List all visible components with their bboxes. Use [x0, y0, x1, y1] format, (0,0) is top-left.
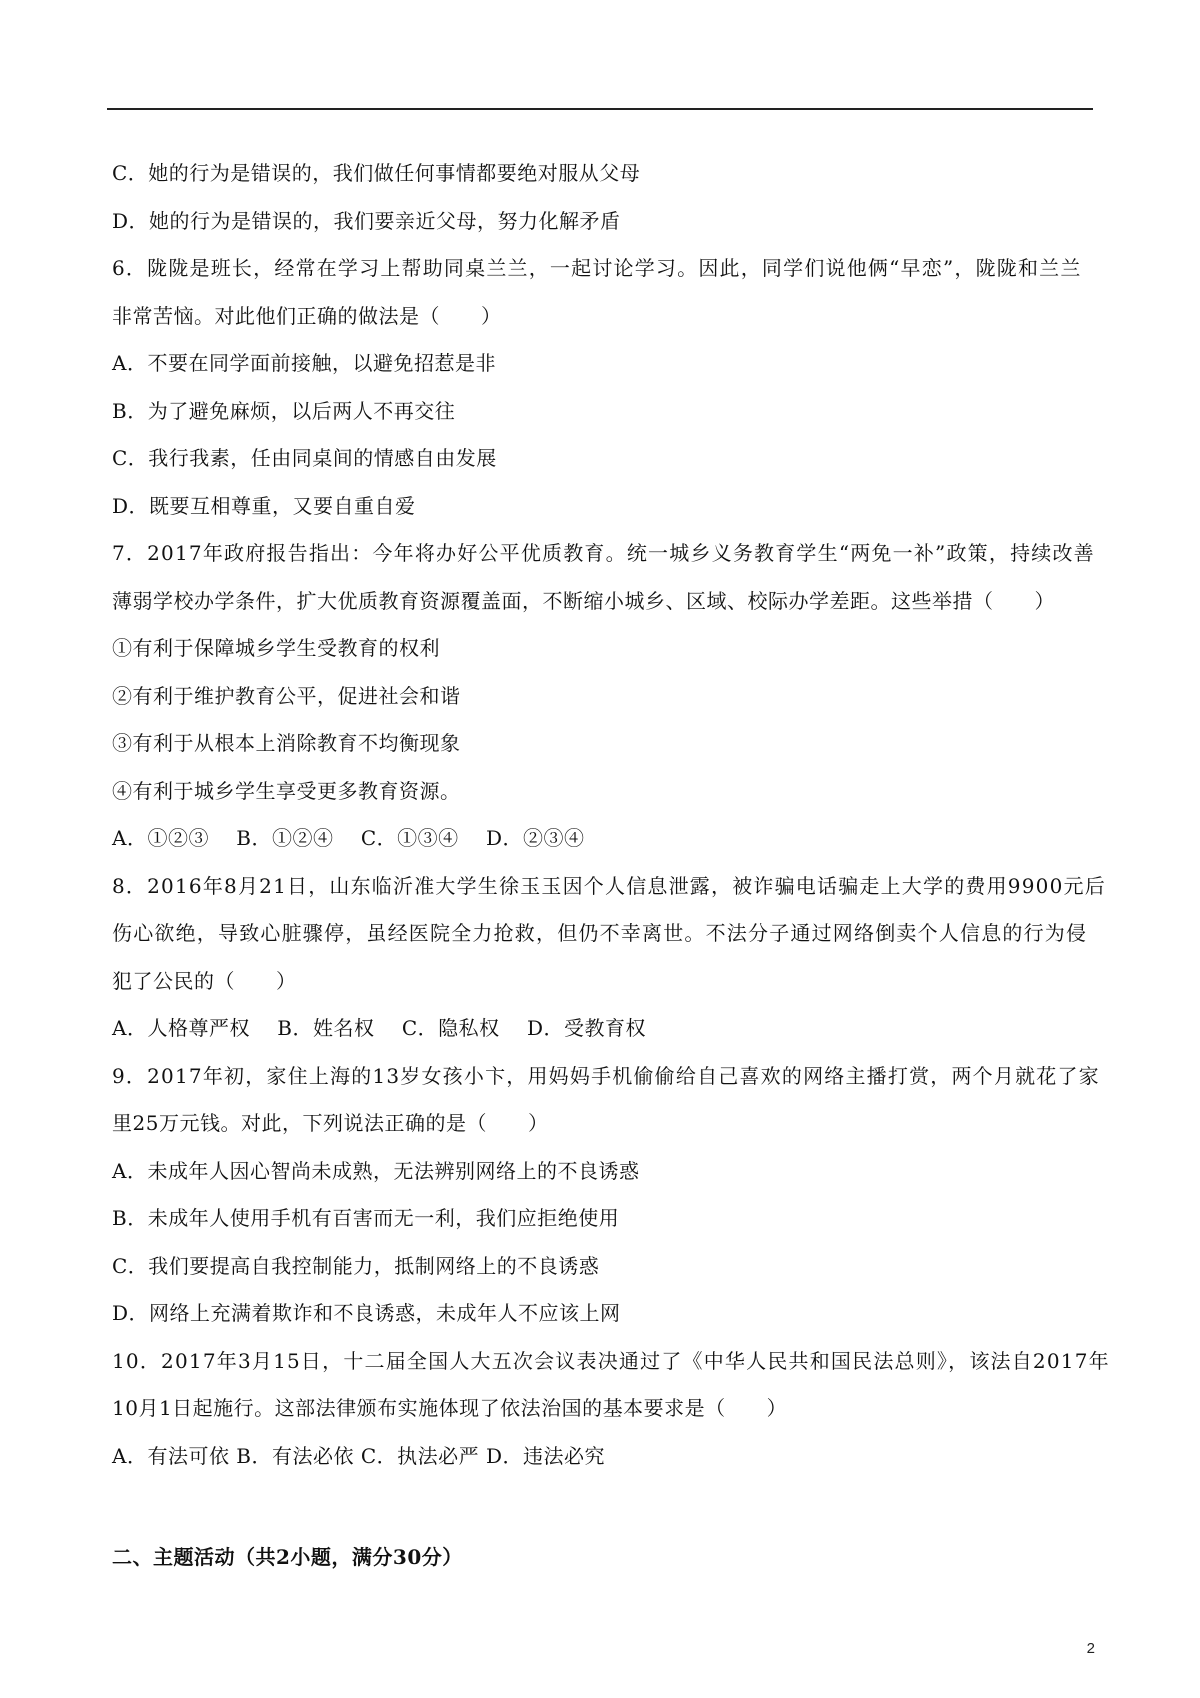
statement-7-4: ④有利于城乡学生享受更多教育资源。: [112, 778, 461, 803]
option-6c: C．我行我素，任由同桌间的情感自由发展: [112, 446, 497, 470]
question-9-stem-line-2: 里25万元钱。对此，下列说法正确的是（ ）: [112, 1111, 549, 1135]
option-6d: D．既要互相尊重，又要自重自爱: [112, 493, 416, 518]
option-5c: C．她的行为是错误的，我们做任何事情都要绝对服从父母: [112, 161, 641, 185]
options-7: A．①②③ B．①②④ C．①③④ D．②③④: [112, 826, 585, 850]
statement-7-3: ③有利于从根本上消除教育不均衡现象: [112, 731, 461, 755]
question-8-stem-line-2: 伤心欲绝，导致心脏骤停，虽经医院全力抢救，但仍不幸离世。不法分子通过网络倒卖个人信息的行为侵: [112, 921, 1088, 945]
option-9a: A．未成年人因心智尚未成熟，无法辨别网络上的不良诱惑: [112, 1158, 640, 1183]
section-gap: [112, 1480, 1097, 1534]
statement-7-1: ①有利于保障城乡学生受教育的权利: [112, 636, 440, 660]
option-9b: B．未成年人使用手机有百害而无一利，我们应拒绝使用: [112, 1206, 620, 1230]
option-6a: A．不要在同学面前接触，以避免招惹是非: [112, 351, 496, 375]
question-9-stem-line-1: 9．2017年初，家住上海的13岁女孩小卞，用妈妈手机偷偷给自己喜欢的网络主播打赏，两个月就花了家: [112, 1063, 1100, 1088]
question-7-stem-line-2: 薄弱学校办学条件，扩大优质教育资源覆盖面，不断缩小城乡、区域、校际办学差距。这些举措（ ）: [112, 588, 1055, 613]
page-number: 2: [1086, 1640, 1095, 1657]
option-9c: C．我们要提高自我控制能力，抵制网络上的不良诱惑: [112, 1253, 600, 1278]
header-rule: [107, 108, 1093, 110]
option-5d: D．她的行为是错误的，我们要亲近父母，努力化解矛盾: [112, 208, 621, 233]
question-8-stem-line-1: 8．2016年8月21日，山东临沂准大学生徐玉玉因个人信息泄露，被诈骗电话骗走上大学的费用9900元后: [112, 873, 1106, 898]
question-10-stem-line-2: 10月1日起施行。这部法律颁布实施体现了依法治国的基本要求是（ ）: [112, 1396, 788, 1420]
question-6-stem-line-2: 非常苦恼。对此他们正确的做法是（ ）: [112, 303, 502, 328]
document-body: [112, 150, 1110, 1582]
question-7-stem-line-1: 7．2017年政府报告指出：今年将办好公平优质教育。统一城乡义务教育学生“两免一补”政策，持续改善: [112, 541, 1095, 565]
question-10-stem-line-1: 10．2017年3月15日，十二届全国人大五次会议表决通过了《中华人民共和国民法总则》，该法自2017年: [112, 1348, 1110, 1373]
option-6b: B．为了避免麻烦，以后两人不再交往: [112, 398, 456, 423]
question-6-stem-line-1: 6．陇陇是班长，经常在学习上帮助同桌兰兰，一起讨论学习。因此，同学们说他俩“早恋”，陇陇和兰兰: [112, 256, 1082, 280]
statement-7-2: ②有利于维护教育公平，促进社会和谐: [112, 683, 461, 708]
options-8: A．人格尊严权 B．姓名权 C．隐私权 D．受教育权: [112, 1016, 647, 1040]
option-9d: D．网络上充满着欺诈和不良诱惑，未成年人不应该上网: [112, 1301, 621, 1325]
options-10: A．有法可依 B．有法必依 C．执法必严 D．违法必究: [112, 1443, 606, 1468]
section-title: 二、主题活动（共2小题，满分30分）: [112, 1545, 463, 1569]
question-8-stem-line-3: 犯了公民的（ ）: [112, 968, 297, 993]
